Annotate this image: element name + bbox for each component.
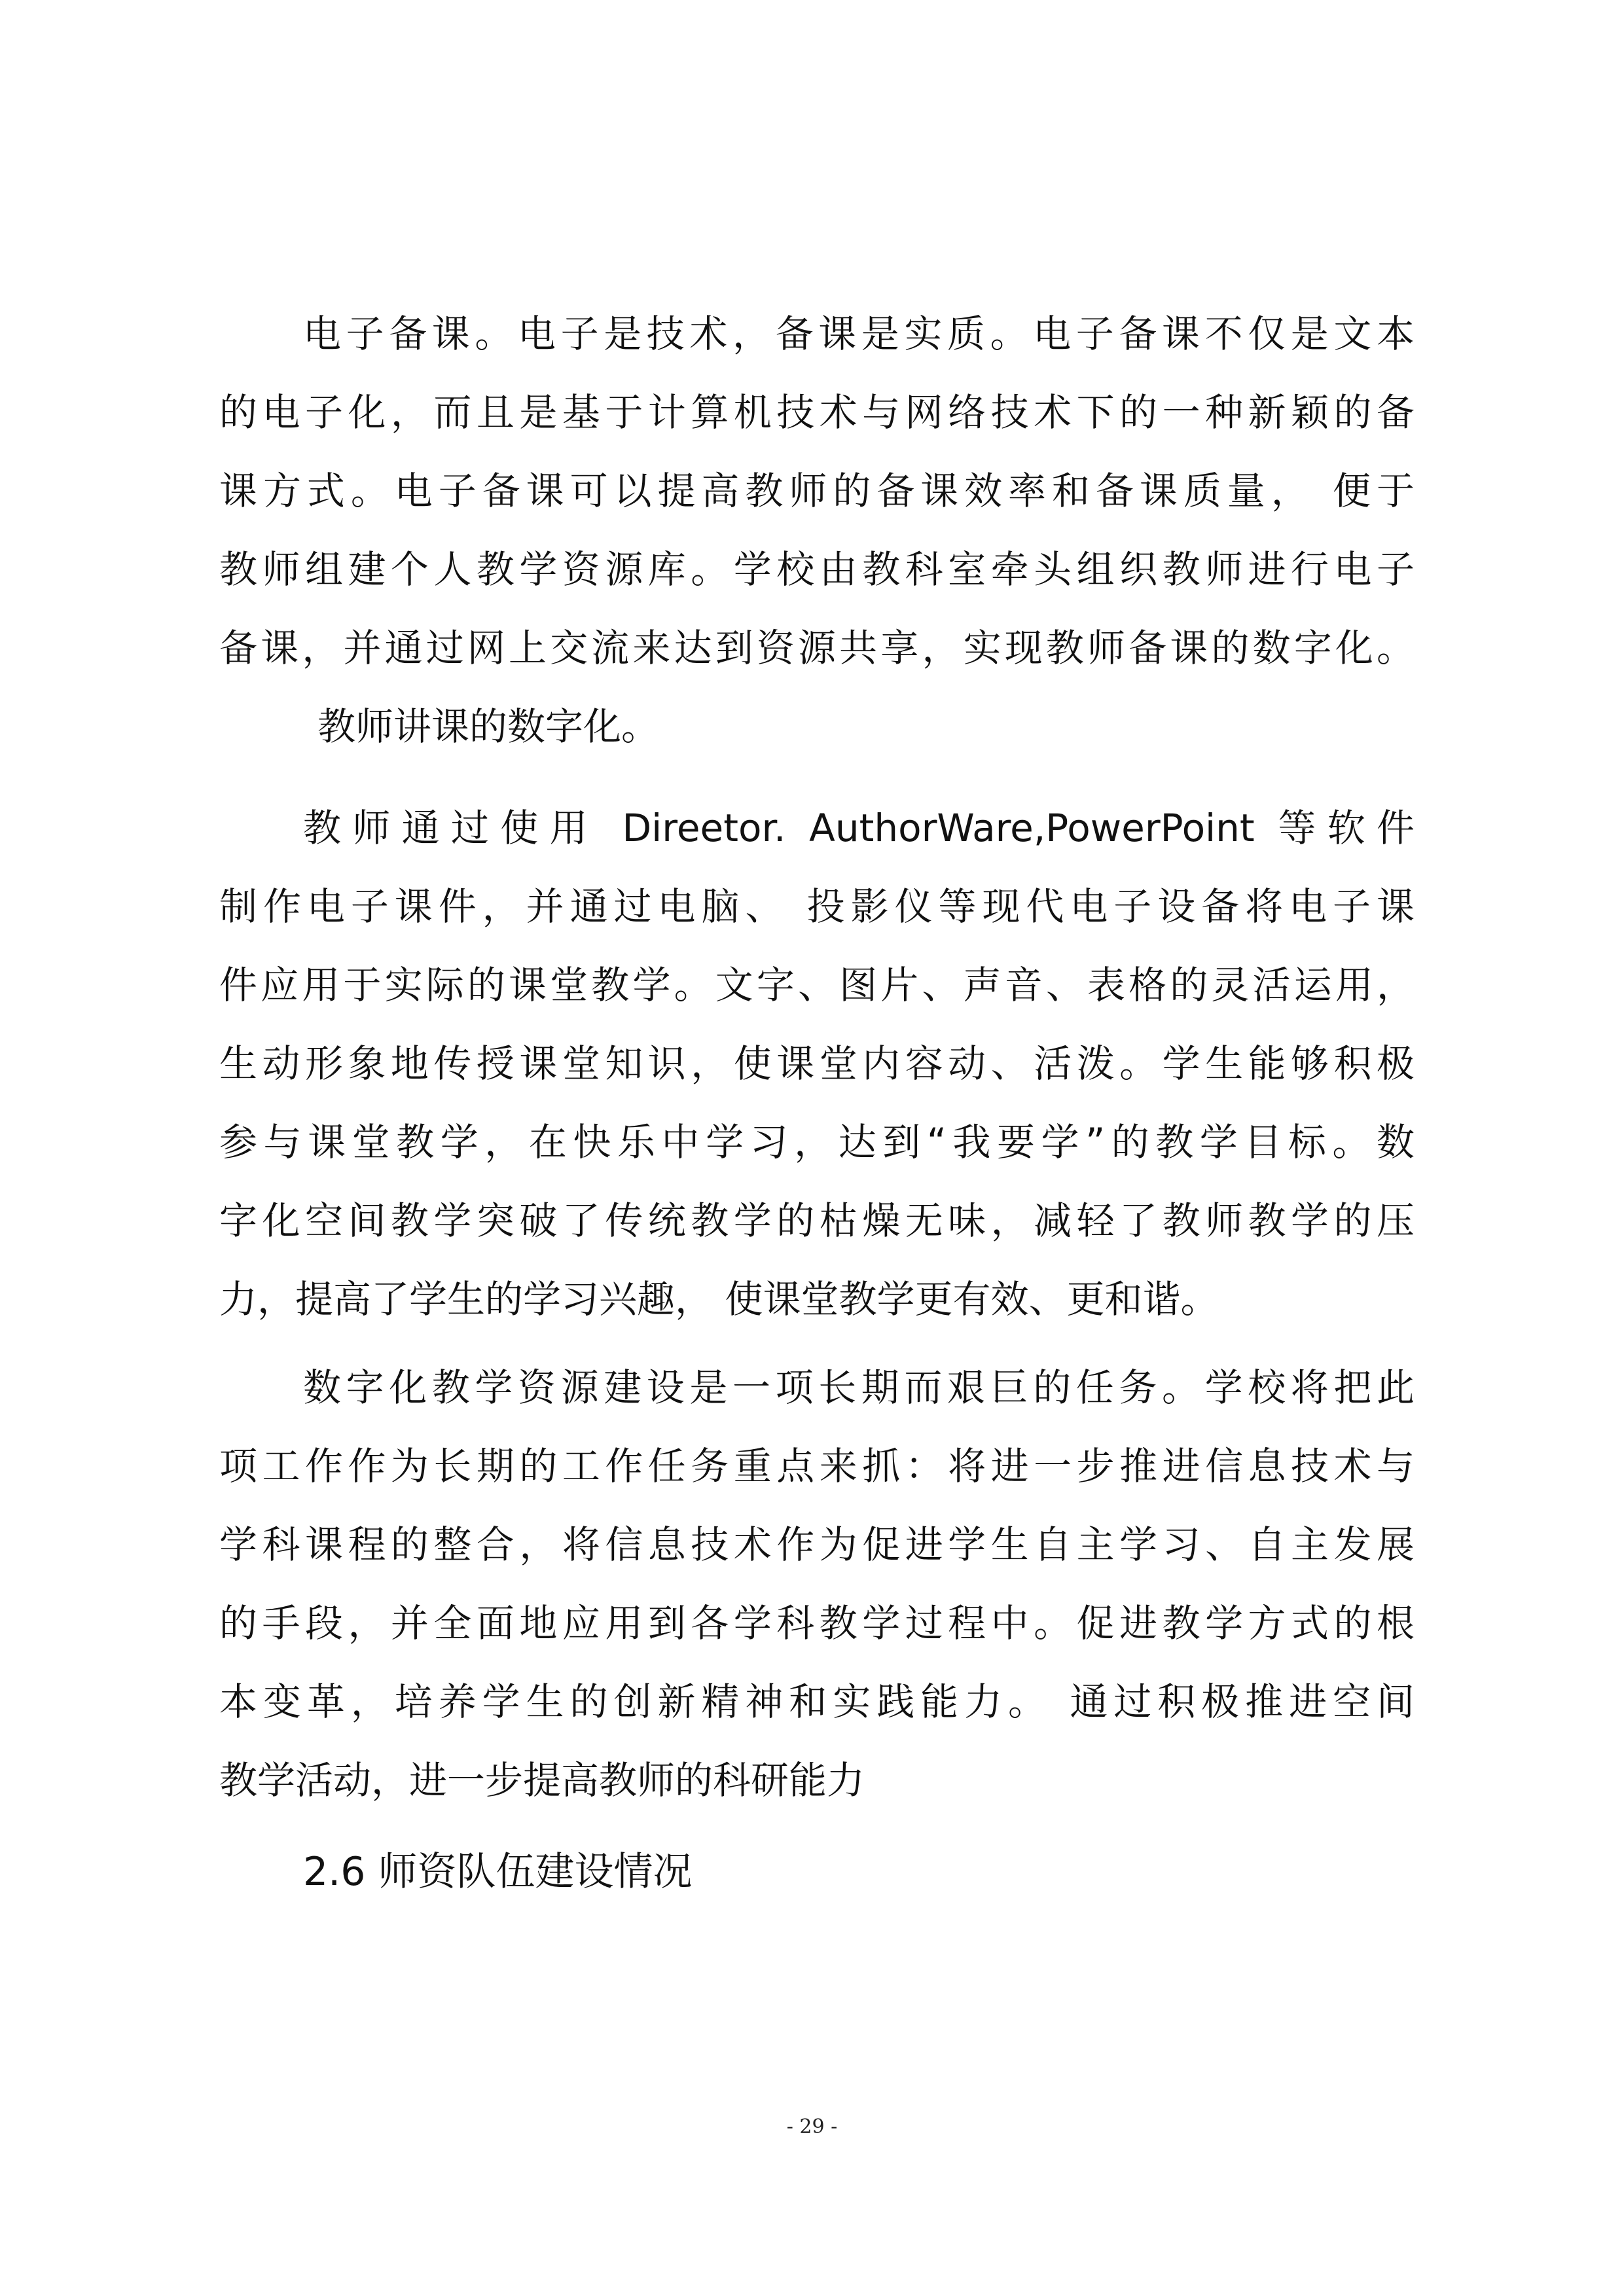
paragraph-line: 课方式。电子备课可以提高教师的备课效率和备课质量， 便于 xyxy=(219,469,1415,513)
paragraph-line: 参与课堂教学，在快乐中学习，达到“我要学”的教学目标。数 xyxy=(219,1120,1415,1164)
paragraph-line: 数字化教学资源建设是一项长期而艰巨的任务。学校将把此 xyxy=(303,1365,1415,1410)
paragraph-line: 项工作作为长期的工作任务重点来抓：将进一步推进信息技术与 xyxy=(219,1444,1415,1488)
paragraph-line: 教师组建个人教学资源库。学校由教科室牵头组织教师进行电子 xyxy=(219,547,1415,592)
section-heading: 2.6 师资队伍建设情况 xyxy=(303,1849,693,1895)
paragraph-line: 力，提高了学生的学习兴趣， 使课堂教学更有效、更和谐。 xyxy=(219,1277,1219,1321)
paragraph-line: 备课，并通过网上交流来达到资源共享，实现教师备课的数字化。 xyxy=(219,626,1415,670)
paragraph-line: 本变革，培养学生的创新精神和实践能力。 通过积极推进空间 xyxy=(219,1679,1415,1724)
paragraph-line: 的电子化，而且是基于计算机技术与网络技术下的一种新颖的备 xyxy=(219,390,1415,435)
paragraph-line: 教师通过使用 Direetor. AuthorWare,PowerPoint 等软件 xyxy=(303,806,1415,850)
paragraph-line: 教师讲课的数字化。 xyxy=(317,704,660,749)
paragraph-line: 教学活动，进一步提高教师的科研能力 xyxy=(219,1758,865,1803)
paragraph-line: 制作电子课件，并通过电脑、 投影仪等现代电子设备将电子课 xyxy=(219,884,1415,929)
paragraph-line: 字化空间教学突破了传统教学的枯燥无味，减轻了教师教学的压 xyxy=(219,1198,1415,1243)
paragraph-line: 电子备课。电子是技术，备课是实质。电子备课不仅是文本 xyxy=(303,312,1415,356)
paragraph-line: 学科课程的整合，将信息技术作为促进学生自主学习、自主发展 xyxy=(219,1522,1415,1567)
page-number: - 29 - xyxy=(786,2115,838,2138)
paragraph-line: 的手段，并全面地应用到各学科教学过程中。促进教学方式的根 xyxy=(219,1601,1415,1645)
paragraph-line: 生动形象地传授课堂知识，使课堂内容动、活泼。学生能够积极 xyxy=(219,1041,1415,1086)
paragraph-line: 件应用于实际的课堂教学。文字、图片、声音、表格的灵活运用， xyxy=(219,963,1415,1007)
